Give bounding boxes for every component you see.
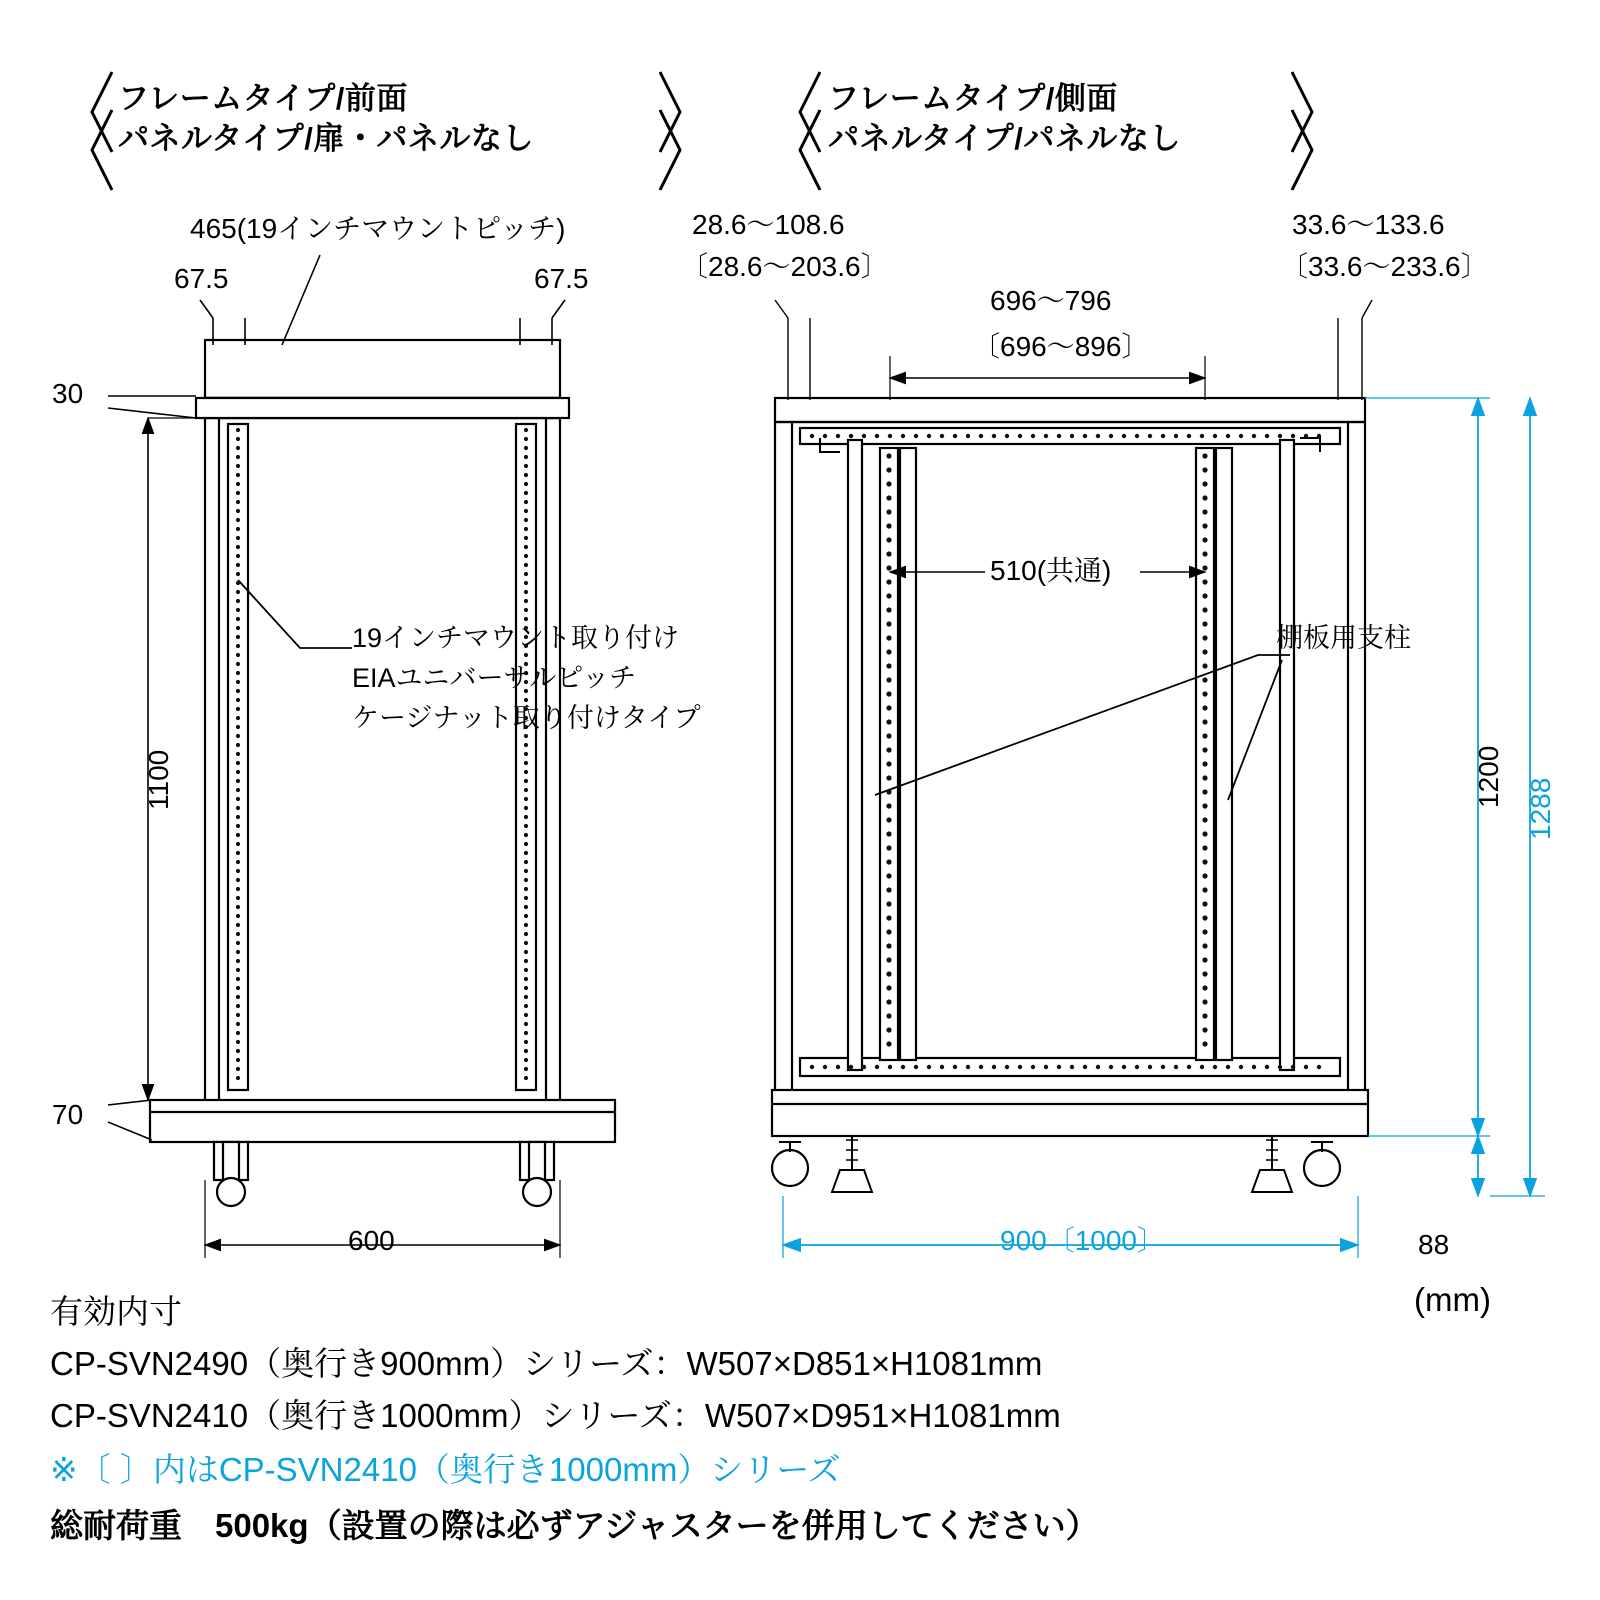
dim-front-width: 600 (348, 1225, 395, 1256)
header-front-line2: パネルタイプ/扉・パネルなし (118, 121, 534, 156)
dim-depth-range-line2: 〔696〜896〕 (972, 331, 1150, 362)
dim-rear-adjust-line2: 〔33.6〜233.6〕 (1280, 251, 1489, 282)
dim-base-height: 70 (52, 1099, 84, 1130)
dim-top-height: 30 (52, 378, 84, 409)
dim-front-adjust-line1: 28.6〜108.6 (692, 209, 845, 240)
dim-depth-range-line1: 696〜796 (990, 285, 1112, 316)
dim-height-1200: 1200 (1473, 745, 1504, 808)
dim-side-depth: 900〔1000〕 (1000, 1225, 1166, 1256)
dim-rear-adjust-line1: 33.6〜133.6 (1292, 209, 1445, 240)
callout-line2: EIAユニバーサルピッチ (352, 663, 637, 693)
footer-title: 有効内寸 (50, 1293, 182, 1330)
callout-line3: ケージナット取り付けタイプ (352, 703, 701, 733)
dim-front-adjust-line2: 〔28.6〜203.6〕 (680, 251, 889, 282)
callout-line1: 19インチマウント取り付け (352, 623, 680, 653)
footer-line2: CP-SVN2410（奥行き1000mm）シリーズ：W507×D951×H1081mm (50, 1397, 1061, 1434)
dim-right-offset: 67.5 (534, 263, 589, 294)
dim-mount-pitch: 465(19インチマウントピッチ) (190, 213, 566, 244)
header-front-line1: フレームタイプ/前面 (118, 81, 408, 116)
dim-caster-height: 88 (1418, 1229, 1450, 1260)
footer-note: ※〔 〕内はCP-SVN2410（奥行き1000mm）シリーズ (50, 1451, 841, 1488)
dim-inner-height: 1100 (143, 749, 174, 810)
dim-common-510: 510(共通) (990, 555, 1112, 586)
dim-height-1288: 1288 (1525, 777, 1556, 840)
label-shelf-post: 棚板用支柱 (1276, 623, 1411, 653)
header-side-line2: パネルタイプ/パネルなし (828, 121, 1181, 156)
footer-line1: CP-SVN2490（奥行き900mm）シリーズ：W507×D851×H1081mm (50, 1345, 1043, 1382)
unit-label: (mm) (1414, 1281, 1491, 1318)
header-side-line1: フレームタイプ/側面 (828, 81, 1118, 116)
dim-left-offset: 67.5 (174, 263, 229, 294)
footer-load: 総耐荷重 500kg（設置の際は必ずアジャスターを併用してください） (50, 1507, 1099, 1544)
